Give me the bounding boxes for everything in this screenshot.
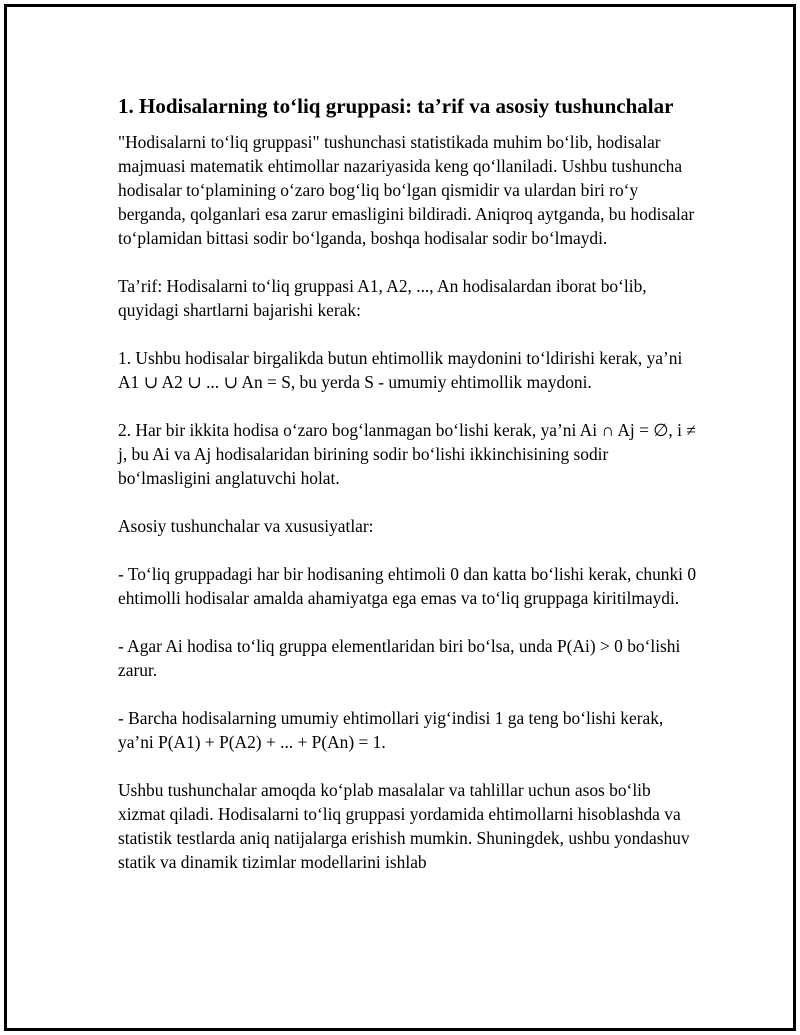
paragraph-condition-1: 1. Ushbu hodisalar birgalikda butun ehtimollik maydonini to‘ldirishi kerak, ya’ni A1 ∪ A2 ∪ ... ∪ An = S, bu yerda S - umumiy ehtimollik maydoni. — [118, 348, 683, 392]
document-body — [118, 92, 698, 898]
paragraph-property-3: - Barcha hodisalarning umumiy ehtimollari yig‘indisi 1 ga teng bo‘lishi kerak, ya’ni P(A1) + P(A2) + ... + P(An) = 1. — [118, 708, 664, 752]
paragraph-definition: Ta’rif: Hodisalarni to‘liq gruppasi A1, A2, ..., An hodisalardan iborat bo‘lib, quyidagi shartlarni bajarishi kerak: — [118, 276, 647, 320]
paragraph-intro: "Hodisalarni to‘liq gruppasi" tushunchasi statistikada muhim bo‘lib, hodisalar majmuasi matematik ehtimollar nazariyasida keng qo‘llaniladi. Ushbu tushuncha hodisalar to‘plamining o‘zaro bog‘liq bo‘lgan qismidir va ulardan biri ro‘y berganda, qolganlari esa zarur emasligini bildiradi. Aniqroq aytganda, bu hodisalar to‘plamidan bittasi sodir bo‘lganda, boshqa hodisalar sodir bo‘lmaydi. — [118, 132, 695, 248]
paragraph-conclusion: Ushbu tushunchalar amoqda ko‘plab masalalar va tahlillar uchun asos bo‘lib xizmat qiladi. Hodisalarni to‘liq gruppasi yordamida ehtimollarni hisoblashda va statistik testlarda aniq natijalarga erishish mumkin. Shuningdek, ushbu yondashuv statik va dinamik tizimlar modellarini ishlab — [118, 780, 690, 872]
paragraph-property-2: - Agar Ai hodisa to‘liq gruppa elementlaridan biri bo‘lsa, unda P(Ai) > 0 bo‘lishi zarur. — [118, 636, 681, 680]
paragraph-properties-heading: Asosiy tushunchalar va xususiyatlar: — [118, 516, 374, 536]
section-title: 1. Hodisalarning to‘liq gruppasi: ta’rif va asosiy tushunchalar — [118, 94, 674, 118]
paragraph-condition-2: 2. Har bir ikkita hodisa o‘zaro bog‘lanmagan bo‘lishi kerak, ya’ni Ai ∩ Aj = ∅, i ≠ j, bu Ai va Aj hodisalaridan birining sodir bo‘lishi ikkinchisining sodir bo‘lmasligini anglatuvchi holat. — [118, 420, 696, 488]
paragraph-property-1: - To‘liq gruppadagi har bir hodisaning ehtimoli 0 dan katta bo‘lishi kerak, chunki 0 ehtimolli hodisalar amalda ahamiyatga ega emas va to‘liq gruppaga kiritilmaydi. — [118, 564, 697, 608]
